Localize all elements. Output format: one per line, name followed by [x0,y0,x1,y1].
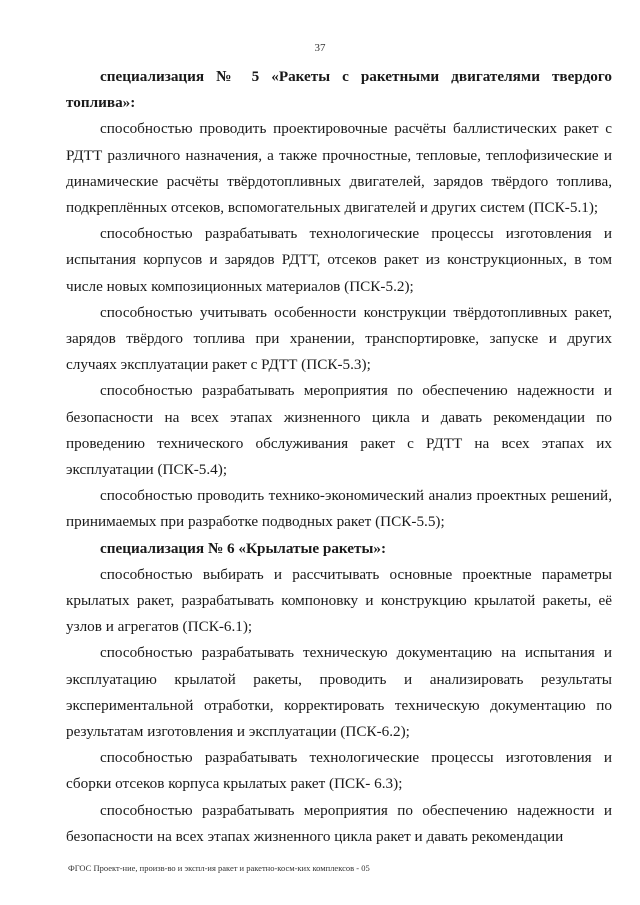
competency-psk-6-3: способностью разрабатывать технологические процессы изготовления и сборки отсеков корпуса крылатых ракет (ПСК- 6.3); [66,749,612,793]
page-number: 37 [314,42,326,54]
competency-psk-5-4: способностью разрабатывать мероприятия по обеспечению надежности и безопасности на всех этапах жизненного цикла и давать рекомендации по проведению технического обслуживания ракет с РДТТ на всех этапах их эксплуатации (ПСК-5.4); [66,382,612,479]
specialization-6-heading: специализация № 6 «Крылатые ракеты»: [100,539,387,557]
page-footer: ФГОС Проект-ние, произв-во и экспл-ия ракет и ракетно-косм-ких комплексов - 05 [68,863,370,873]
specialization-5-heading: специализация № 5 «Ракеты с ракетными двигателями твердого топлива»: [66,68,612,112]
competency-psk-5-2: способностью разрабатывать технологические процессы изготовления и испытания корпусов и зарядов РДТТ, отсеков ракет из конструкционных, в том числе новых композиционных материалов (ПСК-5.2); [66,225,612,295]
competency-psk-6-4-partial: способностью разрабатывать мероприятия по обеспечению надежности и безопасности на всех этапах жизненного цикла ракет и давать рекомендации [66,801,612,845]
competency-psk-6-2: способностью разрабатывать техническую документацию на испытания и эксплуатацию крылатой ракеты, проводить и анализировать результаты экспериментальной отработки, корректировать техническую документацию по результатам изготовления и эксплуатации (ПСК-6.2); [66,644,612,741]
competency-psk-5-1: способностью проводить проектировочные расчёты баллистических ракет с РДТТ различного назначения, а также прочностные, тепловые, теплофизические и динамические расчёты твёрдотопливных двигателей, зарядов твёрдого топлива, подкреплённых отсеков, вспомогательных двигателей и других систем (ПСК-5.1); [66,120,612,217]
competency-psk-5-3: способностью учитывать особенности конструкции твёрдотопливных ракет, зарядов твёрдого топлива при хранении, транспортировке, запуске и других случаях эксплуатации ракет с РДТТ (ПСК-5.3); [66,303,612,374]
competency-psk-6-1: способностью выбирать и рассчитывать основные проектные параметры крылатых ракет, разрабатывать компоновку и конструкцию крылатой ракеты, её узлов и агрегатов (ПСК-6.1); [66,565,612,636]
competency-psk-5-5: способностью проводить технико-экономический анализ проектных решений, принимаемых при разработке подводных ракет (ПСК-5.5); [66,487,612,531]
page-body [66,64,612,850]
